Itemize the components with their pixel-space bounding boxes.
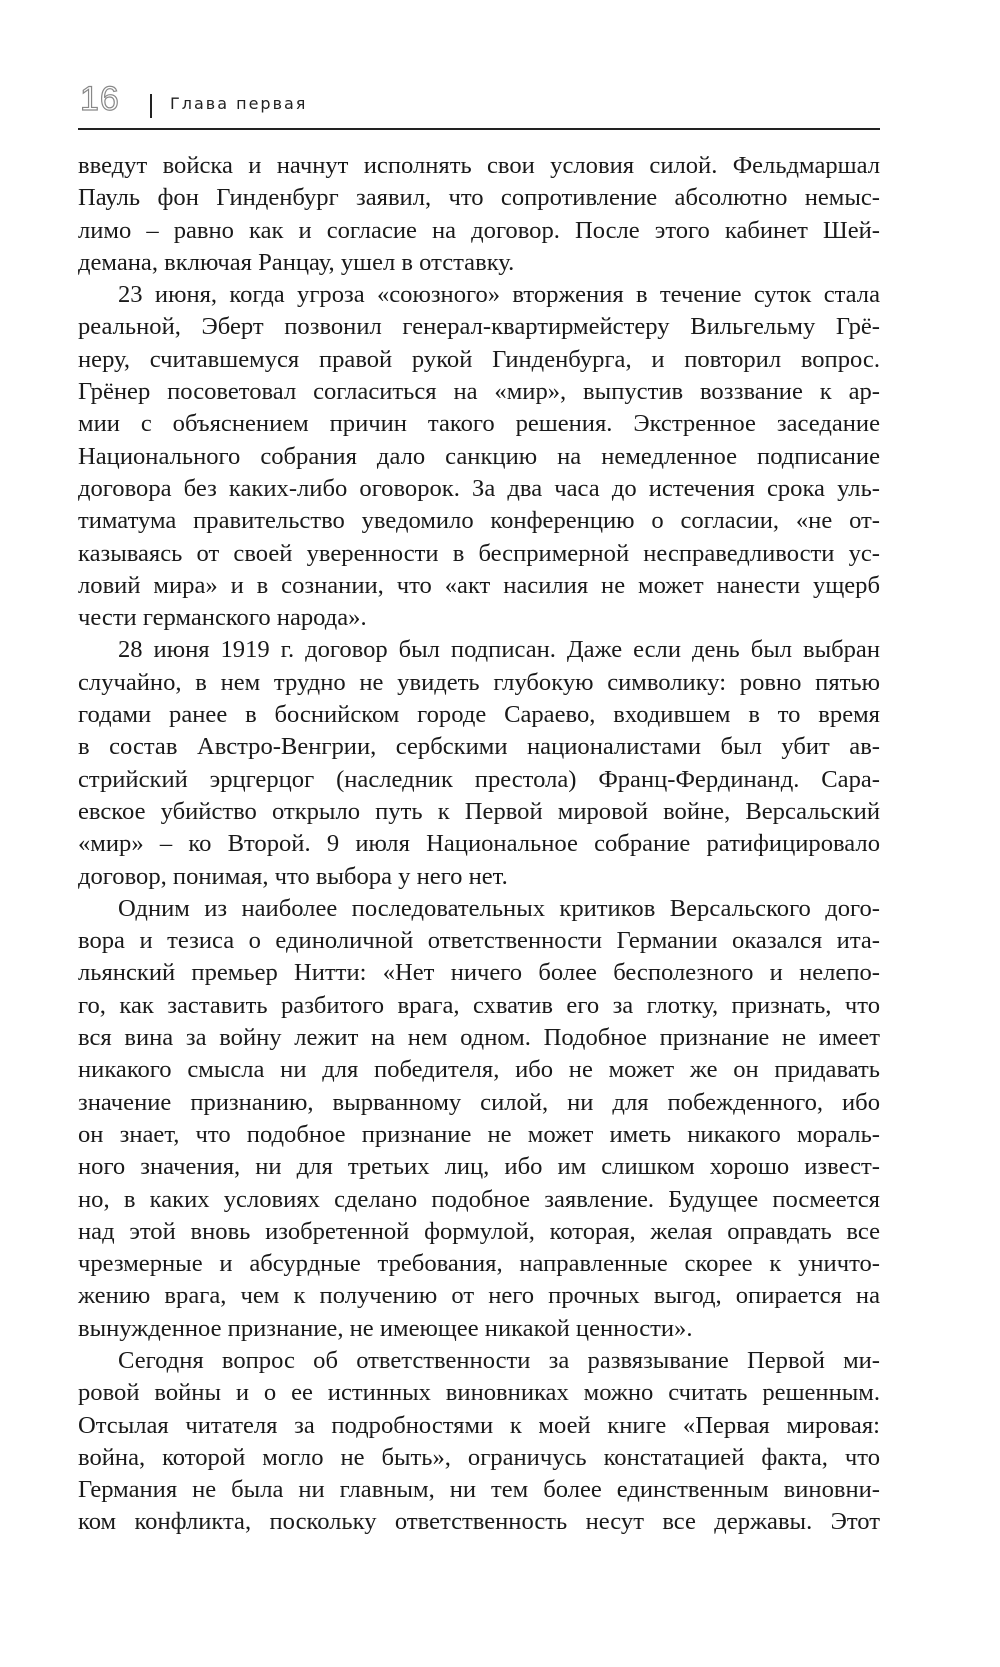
chapter-title: Глава первая (170, 94, 308, 113)
text-line: значение признанию, вырванному силой, ни для побежденного, ибо (78, 1088, 880, 1116)
text-line: го, как заставить разбитого врага, схватив его за глотку, признать, что (78, 991, 880, 1019)
paragraph-4 (78, 893, 880, 1345)
text-line: реальной, Эберт позвонил генерал-квартирмейстеру Вильгельму Грё- (78, 313, 880, 341)
text-line: льянский премьер Нитти: «Нет ничего более бесполезного и нелепо- (78, 959, 880, 987)
text-line: введут войска и начнут исполнять свои условия силой. Фельдмаршал (78, 152, 880, 179)
header-divider (150, 94, 152, 118)
text-line: война, которой могло не быть», ограничусь констатацией факта, что (78, 1443, 880, 1471)
text-line: Германия не была ни главным, ни тем более единственным виновни- (78, 1476, 880, 1504)
text-line: лимо – равно как и согласие на договор. После этого кабинет Шей- (78, 216, 880, 244)
text-line: неру, считавшемуся правой рукой Гинденбурга, и повторил вопрос. (78, 345, 880, 373)
text-line: вся вина за войну лежит на нем одном. Подобное признание не имеет (78, 1024, 880, 1052)
text-line: над этой вновь изобретенной формулой, которая, желая оправдать все (78, 1217, 880, 1245)
text-line: годами ранее в боснийском городе Сараево, входившем в то время (78, 701, 880, 729)
text-line: демана, включая Ранцау, ушел в отставку. (78, 248, 515, 276)
body-text (78, 150, 880, 1539)
text-line: Сегодня вопрос об ответственности за развязывание Первой ми- (118, 1346, 880, 1374)
text-line: «мир» – ко Второй. 9 июля Национальное собрание ратифицировало (78, 830, 880, 858)
text-line: ком конфликта, поскольку ответственность несут все державы. Этот (78, 1508, 880, 1536)
text-line: чести германского народа». (78, 604, 367, 632)
text-line: договор, понимая, что выбора у него нет. (78, 862, 508, 890)
text-line: Грёнер посоветовал согласиться на «мир», выпустив воззвание к ар- (78, 378, 880, 406)
text-line: ровой войны и о ее истинных виновниках можно считать решенным. (78, 1379, 880, 1407)
paragraph-1 (78, 150, 880, 279)
text-line: евское убийство открыло путь к Первой мировой войне, Версальский (78, 797, 880, 825)
text-line: ного значения, ни для третьих лиц, ибо им слишком хорошо извест- (78, 1153, 880, 1181)
text-line: жению врага, чем к получению от него прочных выгод, опирается на (78, 1282, 880, 1310)
text-line: ловий мира» и в сознании, что «акт насилия не может нанести ущерб (78, 571, 880, 599)
text-line: никакого смысла ни для победителя, ибо не может же он придавать (78, 1056, 880, 1084)
text-line: в состав Австро-Венгрии, сербскими националистами был убит ав- (78, 733, 880, 761)
paragraph-2 (78, 279, 880, 634)
paragraph-3 (78, 634, 880, 892)
text-line: 28 июня 1919 г. договор был подписан. Даже если день был выбран (118, 636, 880, 664)
text-line: тиматума правительство уведомило конференцию о согласии, «не от- (78, 507, 880, 535)
text-line: 23 июня, когда угроза «союзного» вторжения в течение суток стала (118, 281, 880, 309)
text-line: стрийский эрцгерцог (наследник престола) Франц-Фердинанд. Сара- (78, 765, 880, 793)
text-line: случайно, в нем трудно не увидеть глубокую символику: ровно пятью (78, 668, 880, 696)
text-line: но, в каких условиях сделано подобное заявление. Будущее посмеется (78, 1185, 880, 1213)
text-line: Пауль фон Гинденбург заявил, что сопротивление абсолютно немыс- (78, 184, 880, 212)
text-line: он знает, что подобное признание не может иметь никакого мораль- (78, 1120, 880, 1148)
paragraph-5 (78, 1345, 880, 1539)
text-line: вора и тезиса о единоличной ответственности Германии оказался ита- (78, 927, 880, 955)
page-number: 16 (80, 80, 120, 118)
text-line: вынужденное признание, не имеющее никакой ценности». (78, 1314, 693, 1342)
running-head (78, 78, 880, 130)
text-line: Отсылая читателя за подробностями к моей книге «Первая мировая: (78, 1411, 880, 1439)
text-line: казываясь от своей уверенности в беспримерной несправедливости ус- (78, 539, 880, 567)
text-line: Национального собрания дало санкцию на немедленное подписание (78, 442, 880, 470)
text-line: мии с объяснением причин такого решения. Экстренное заседание (78, 410, 880, 438)
text-line: договора без каких-либо оговорок. За два часа до истечения срока уль- (78, 474, 880, 502)
text-line: Одним из наиболее последовательных критиков Версальского дого- (118, 894, 880, 922)
text-line: чрезмерные и абсурдные требования, направленные скорее к уничто- (78, 1250, 880, 1278)
